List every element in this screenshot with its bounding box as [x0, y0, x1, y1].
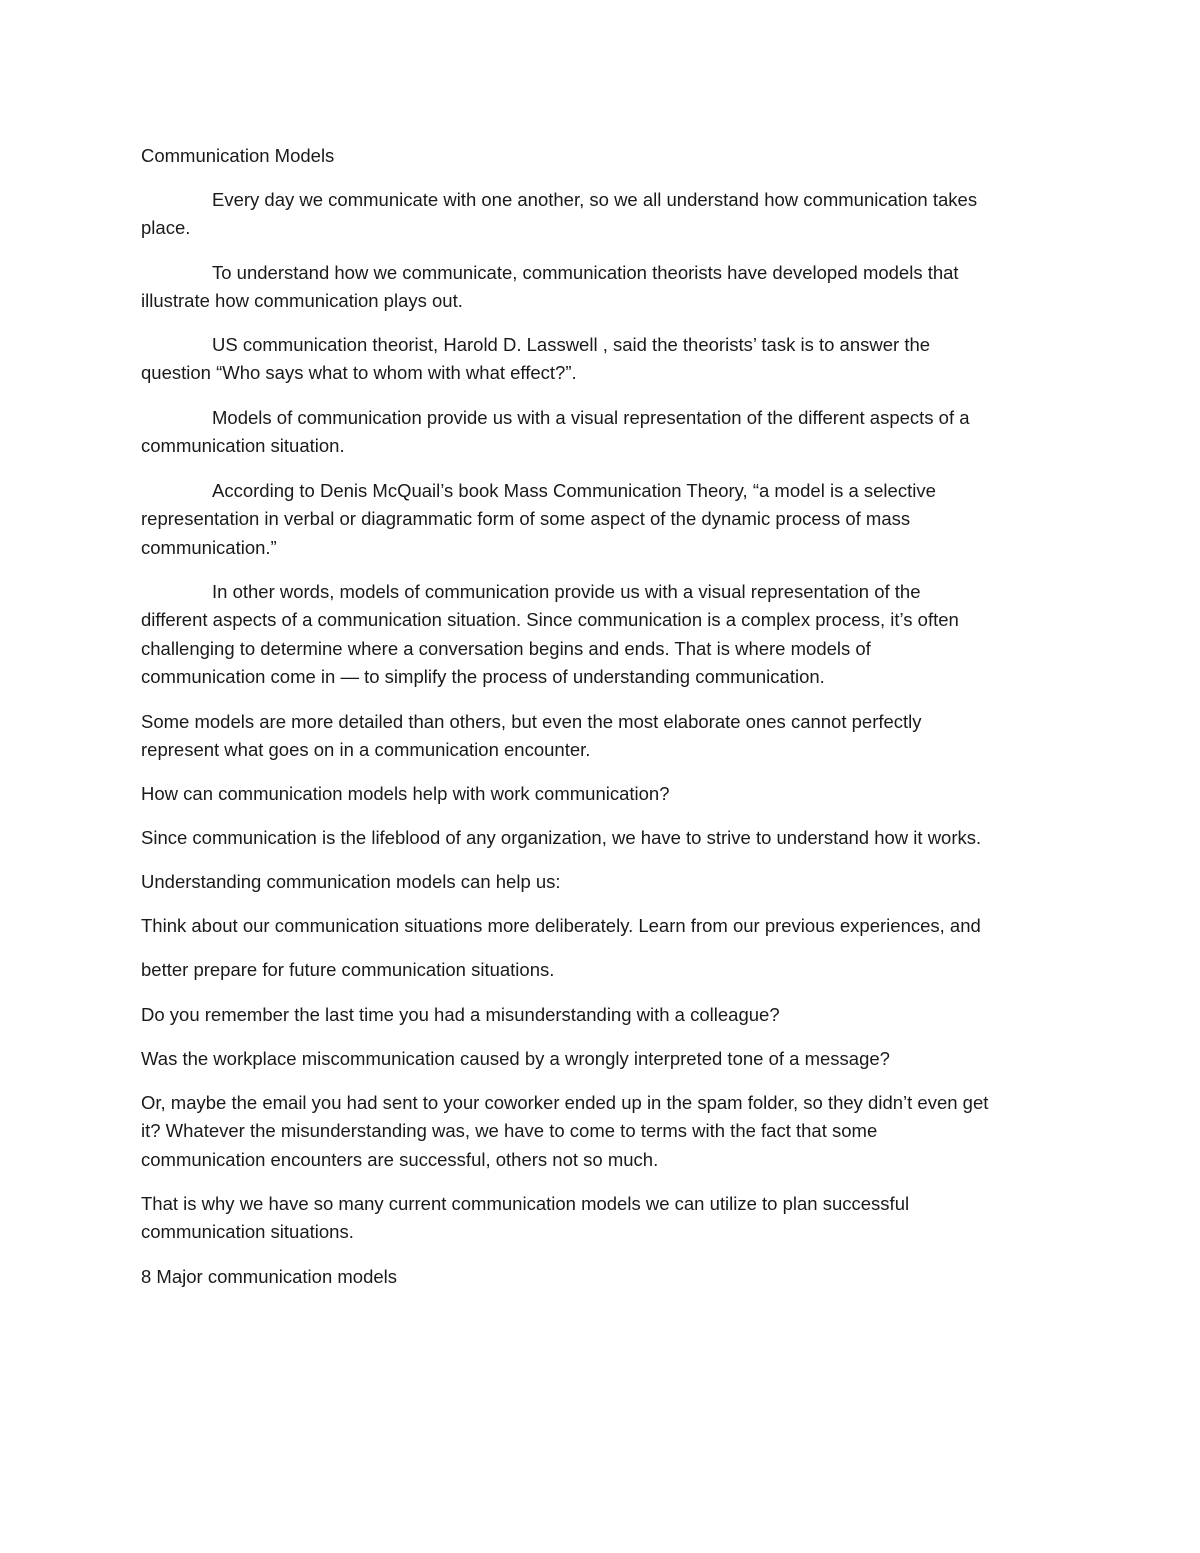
paragraph-line: Think about our communication situations more deliberately. Learn from our previous experiences, and [141, 915, 981, 936]
paragraph-line: different aspects of a communication situation. Since communication is a complex process, it’s often [141, 609, 959, 630]
paragraph-line: it? Whatever the misunderstanding was, we have to come to terms with the fact that some [141, 1120, 878, 1141]
paragraph-line: To understand how we communicate, communication theorists have developed models that [212, 262, 959, 283]
paragraph-line: illustrate how communication plays out. [141, 290, 463, 311]
paragraph-line: place. [141, 217, 191, 238]
paragraph-line: US communication theorist, Harold D. Lasswell , said the theorists’ task is to answer the [212, 334, 931, 355]
paragraph-line: communication encounters are successful, others not so much. [141, 1149, 659, 1170]
paragraph-line: representation in verbal or diagrammatic form of some aspect of the dynamic process of mass [141, 508, 911, 529]
paragraph-line: communication situation. [141, 435, 345, 456]
paragraph-line: Was the workplace miscommunication caused by a wrongly interpreted tone of a message? [141, 1048, 890, 1069]
paragraph-line: Do you remember the last time you had a misunderstanding with a colleague? [141, 1004, 780, 1025]
paragraph-line: That is why we have so many current communication models we can utilize to plan successful [141, 1193, 910, 1214]
paragraph-line: In other words, models of communication provide us with a visual representation of the [212, 581, 921, 602]
paragraph-line: According to Denis McQuail’s book Mass Communication Theory, “a model is a selective [212, 480, 936, 501]
paragraph-line: communication.” [141, 537, 277, 558]
section-heading: 8 Major communication models [141, 1266, 398, 1287]
paragraph-line: Models of communication provide us with a visual representation of the different aspects of a [212, 407, 970, 428]
paragraph-line: better prepare for future communication situations. [141, 959, 555, 980]
paragraph-line: represent what goes on in a communication encounter. [141, 739, 591, 760]
paragraph-line: Understanding communication models can help us: [141, 871, 561, 892]
paragraph-line: question “Who says what to whom with what effect?”. [141, 362, 577, 383]
paragraph-line: Since communication is the lifeblood of any organization, we have to strive to understand how it works. [141, 827, 982, 848]
paragraph-line: communication situations. [141, 1221, 354, 1242]
paragraph-line: Or, maybe the email you had sent to your coworker ended up in the spam folder, so they didn’t even get [141, 1092, 989, 1113]
paragraph-line: How can communication models help with work communication? [141, 783, 670, 804]
paragraph-line: communication come in — to simplify the process of understanding communication. [141, 666, 825, 687]
paragraph-line: Some models are more detailed than others, but even the most elaborate ones cannot perfectly [141, 711, 922, 732]
paragraph-line: Every day we communicate with one another, so we all understand how communication takes [212, 189, 978, 210]
document-title: Communication Models [141, 145, 335, 166]
paragraph-line: challenging to determine where a conversation begins and ends. That is where models of [141, 638, 871, 659]
